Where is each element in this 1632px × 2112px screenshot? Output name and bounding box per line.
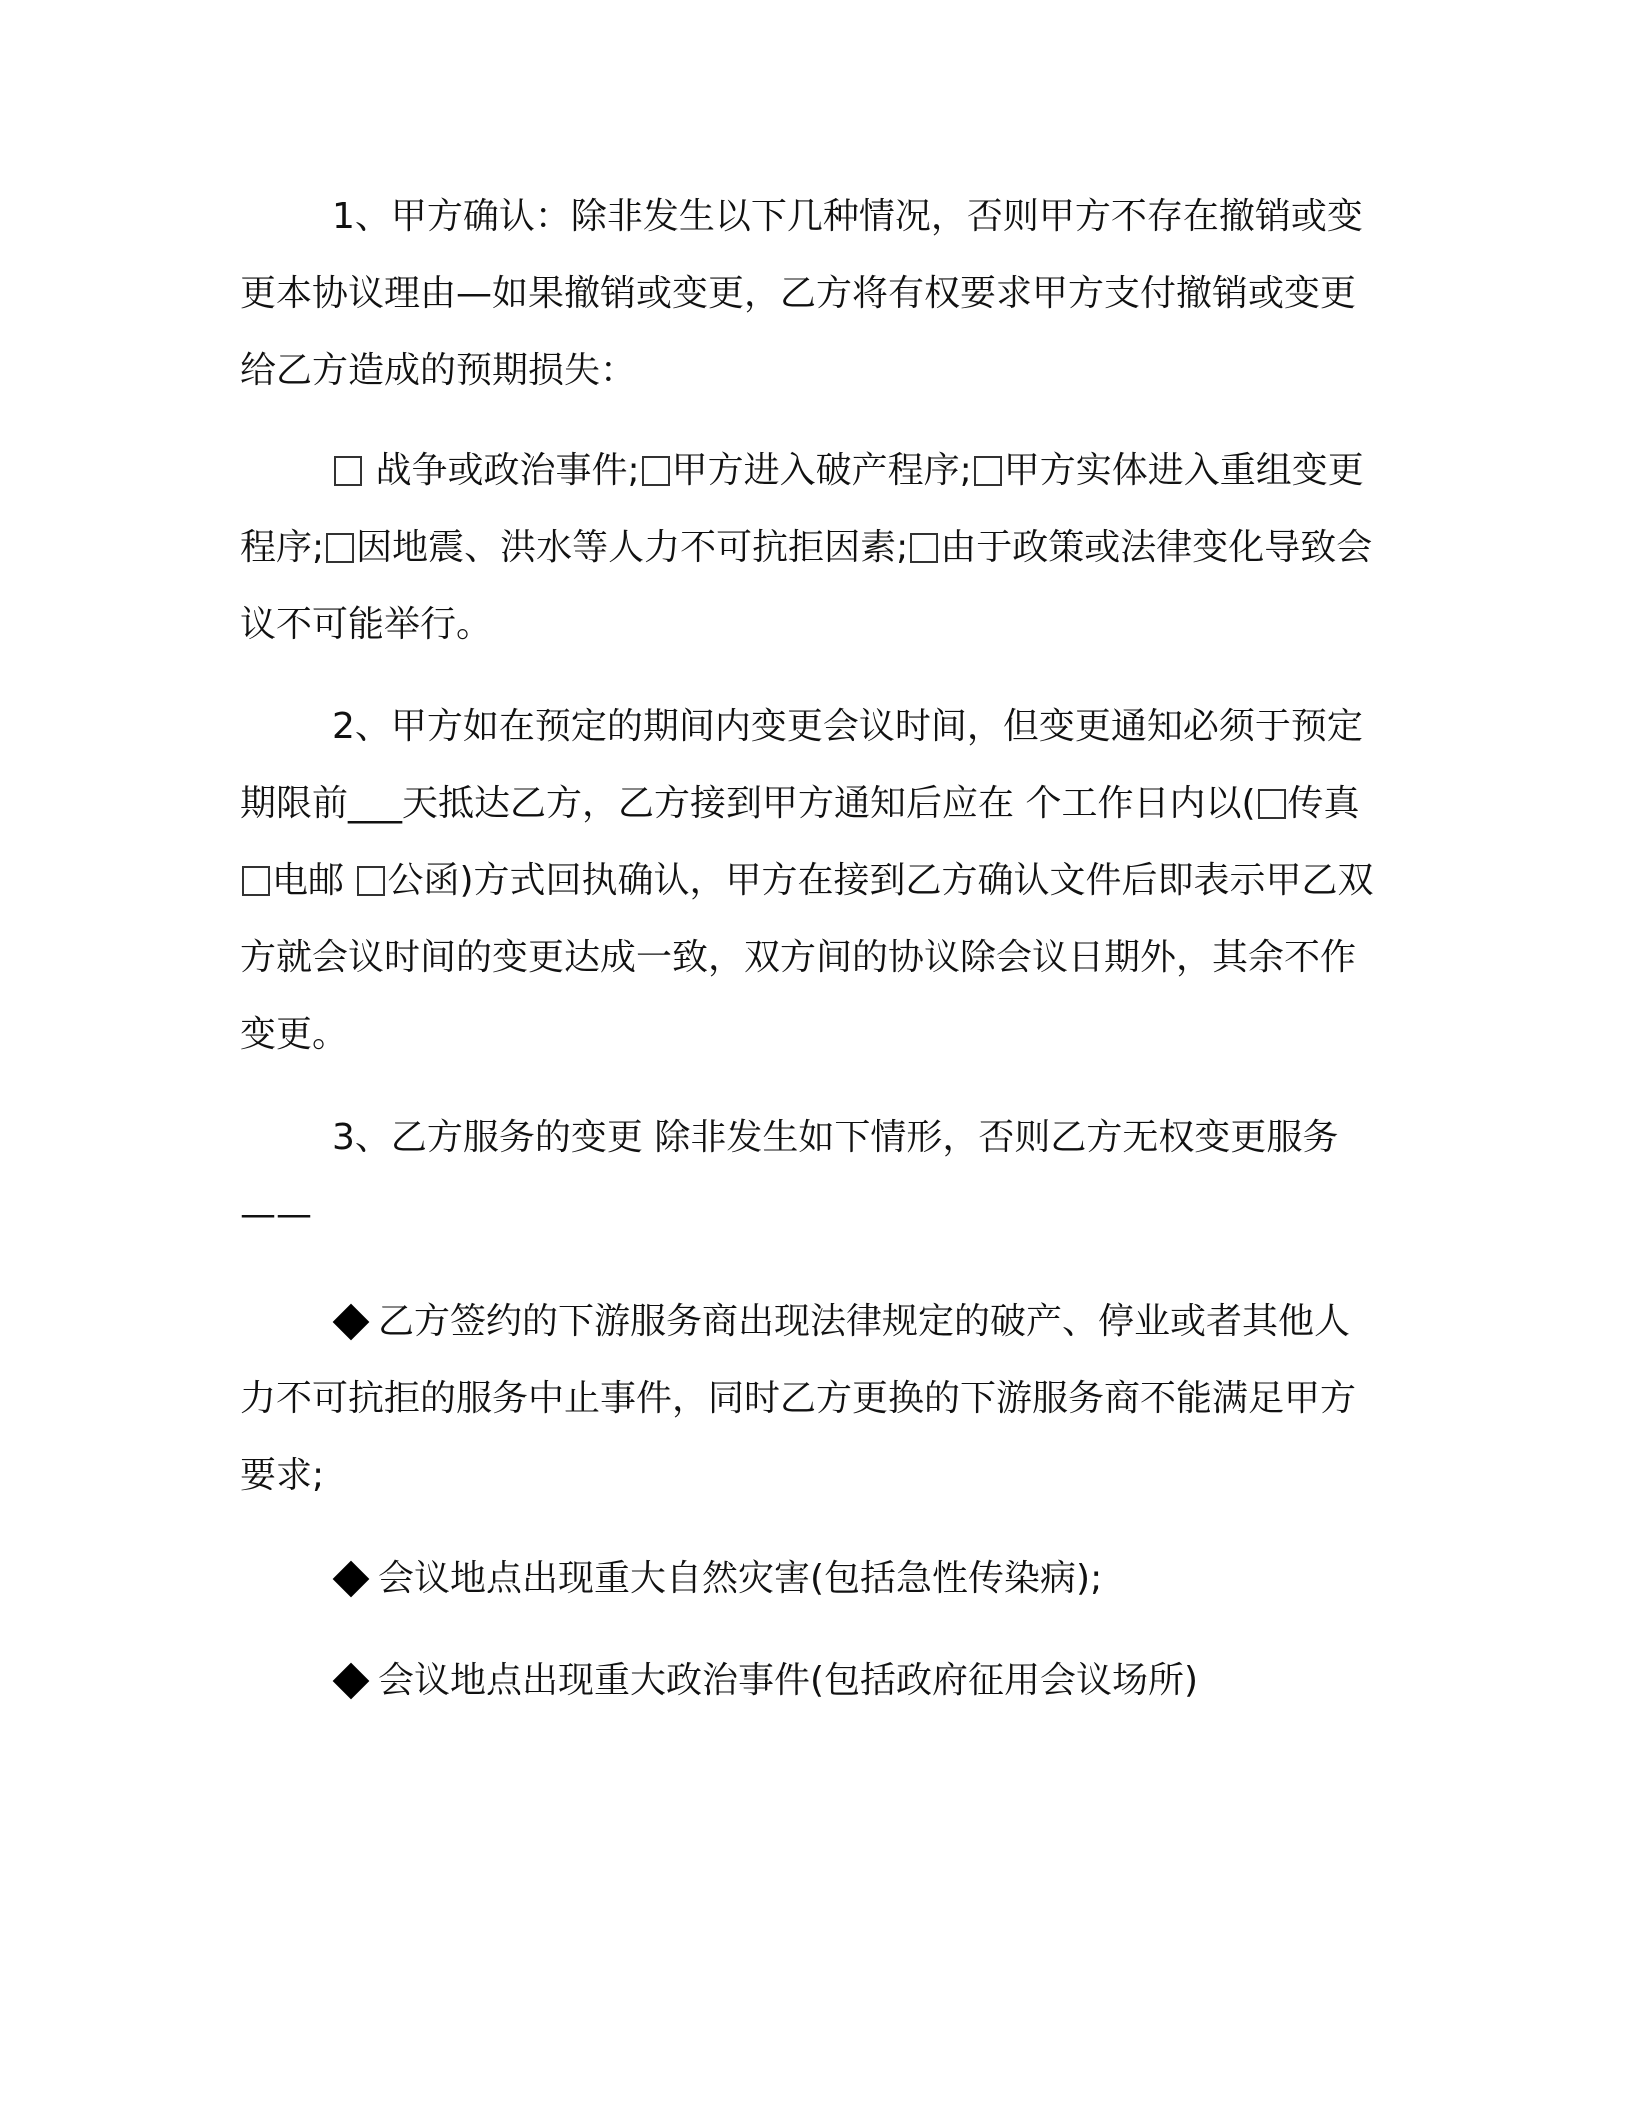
checkbox-email[interactable] (242, 866, 270, 896)
option-force-majeure-label: 因地震、洪水等人力不可抗拒因素; (356, 527, 909, 568)
checkbox-bankruptcy[interactable] (642, 456, 670, 486)
checkbox-restructuring[interactable] (974, 456, 1002, 486)
checkbox-letter[interactable] (357, 866, 385, 896)
clause-3-text: 3、乙方服务的变更 除非发生如下情形，否则乙方无权变更服务—— (240, 1117, 1339, 1235)
checkbox-fax[interactable] (1258, 789, 1286, 819)
option-policy-change-label: 由于政策或法律变化导致会议不可能举行。 (240, 527, 1373, 645)
option-restructuring-label: 甲方实体进入重组变更程序; (240, 450, 1364, 568)
diamond-bullet-icon (333, 1663, 370, 1700)
checkbox-war[interactable] (334, 456, 362, 486)
diamond-bullet-icon (333, 1304, 370, 1341)
clause-1-text: 1、甲方确认：除非发生以下几种情况，否则甲方不存在撤销或变更本协议理由—如果撤销或变更，乙方将有权要求甲方支付撤销或变更给乙方造成的预期损失： (240, 196, 1363, 391)
option-fax-label: 传真 (1287, 783, 1360, 824)
option-bankruptcy-label: 甲方进入破产程序; (671, 450, 972, 491)
option-email-label: 电邮 (272, 860, 356, 901)
clause-2-text-part2: 公函)方式回执确认，甲方在接到乙方确认文件后即表示甲乙双方就会议时间的变更达成一致，双方间的协议除会议日期外，其余不作变更。 (240, 860, 1374, 1055)
bullet-text: 会议地点出现重大自然灾害(包括急性传染病); (378, 1558, 1103, 1599)
clause-2-text-part1: 2、甲方如在预定的期间内变更会议时间，但变更通知必须于预定期限前___天抵达乙方，乙方接到甲方通知后应在 个工作日内以( (240, 706, 1363, 824)
bullet-item (240, 1642, 1380, 1719)
diamond-bullet-icon (333, 1561, 370, 1598)
clause-1-options-paragraph (240, 432, 1380, 663)
bullet-text: 会议地点出现重大政治事件(包括政府征用会议场所) (378, 1660, 1199, 1701)
checkbox-force-majeure[interactable] (326, 533, 354, 563)
bullet-text: 乙方签约的下游服务商出现法律规定的破产、停业或者其他人力不可抗拒的服务中止事件，同时乙方更换的下游服务商不能满足甲方要求; (240, 1301, 1357, 1496)
checkbox-policy-change[interactable] (910, 533, 938, 563)
option-war-label: 战争或政治事件; (364, 450, 640, 491)
bullet-item (240, 1283, 1380, 1514)
clause-1-paragraph (240, 178, 1380, 409)
clause-3-paragraph (240, 1099, 1380, 1253)
clause-2-paragraph (240, 688, 1380, 1073)
bullet-item (240, 1540, 1380, 1617)
